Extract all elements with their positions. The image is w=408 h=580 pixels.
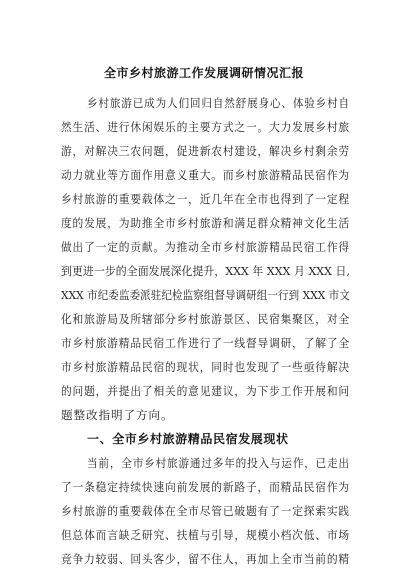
paragraph-line: 做出了一定的贡献。为推动全市乡村旅游精品民宿工作得 — [61, 240, 350, 254]
paragraph-line: 了一条稳定持续快速向前发展的新路子，而精品民宿作为 — [61, 480, 350, 494]
paragraph-line: 乡村旅游已成为人们回归自然舒展身心、体验乡村自 — [87, 96, 350, 110]
paragraph-line: 市乡村旅游精品民宿的现状，同时也发现了一些亟待解决 — [61, 360, 350, 374]
paragraph-line: 但总体而言缺乏研究、扶植与引导，规模小档次低、市场 — [61, 528, 350, 542]
section-heading: 一、全市乡村旅游精品民宿发展现状 — [87, 432, 289, 446]
paragraph-line: 到更进一步的全面发展深化提升，XXX 年 XXX 月 XXX 日, — [61, 264, 350, 278]
paragraph-line: XXX 市纪委监委派驻纪检监察组督导调研组一行到 XXX 市文 — [61, 288, 351, 302]
paragraph-line: 游，对解决三农问题，促进新农村建设，解决乡村剩余劳 — [61, 144, 350, 158]
paragraph-line: 当前，全市乡村旅游通过多年的投入与运作，已走出 — [87, 456, 350, 470]
paragraph-line: 题整改指明了方向。 — [61, 408, 174, 422]
paragraph-line: 乡村旅游的重要载体在全市尽管已破题有了一定探索实践 — [61, 504, 350, 518]
paragraph-line: 的问题，并提出了相关的意见建议，为下步工作开展和问 — [61, 384, 350, 398]
paragraph-line: 化和旅游局及所辖部分乡村旅游景区、民宿集聚区，对全 — [61, 312, 350, 326]
paragraph-line: 动力就业等方面作用意义重大。而乡村旅游精品民宿作为 — [61, 168, 350, 182]
paragraph-line: 然生活、进行休闲娱乐的主要方式之一。大力发展乡村旅 — [61, 120, 350, 134]
paragraph-line: 竞争力较弱、回头客少，留不住人，再加上全市当前的精 — [61, 552, 350, 566]
paragraph-line: 乡村旅游的重要载体之一，近几年在全市也得到了一定程 — [61, 192, 350, 206]
document-title: 全市乡村旅游工作发展调研情况汇报 — [103, 66, 304, 80]
paragraph-line: 度的发展，为助推全市乡村旅游和满足群众精神文化生活 — [61, 216, 350, 230]
paragraph-line: 市乡村旅游精品民宿工作进行了一线督导调研，了解了全 — [61, 336, 350, 350]
